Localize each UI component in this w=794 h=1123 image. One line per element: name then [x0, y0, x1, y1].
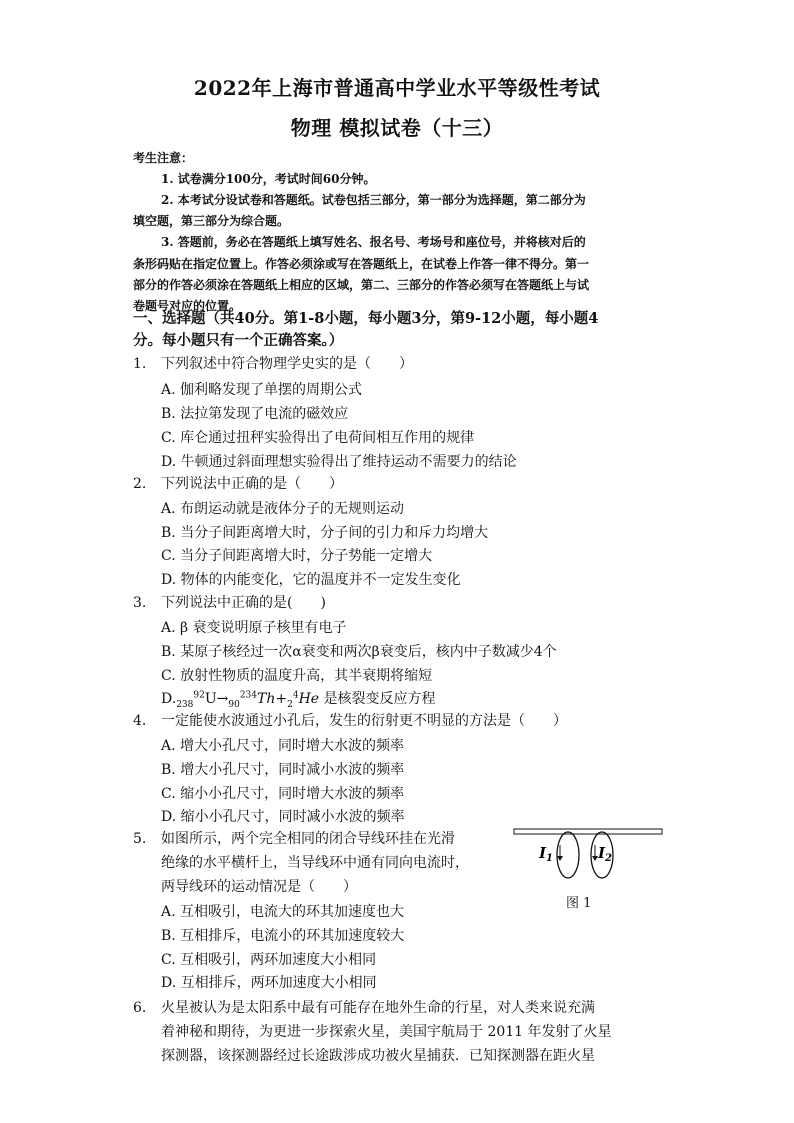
atomic-number: 2	[287, 699, 293, 710]
notice-item: 部分的作答必须涂在答题纸上相应的区域，第二、三部分的作答必须写在答题纸上与试	[133, 278, 590, 292]
question-number: 5.	[133, 831, 147, 847]
question-stem-line: 着神秘和期待，为更进一步探索火星，美国宇航局于 2011 年发射了火星	[161, 1024, 612, 1040]
question-stem-line: 火星被认为是太阳系中最有可能存在地外生命的行星，对人类来说充满	[161, 1000, 595, 1016]
mass-number: 4	[292, 690, 299, 701]
question-number: 3.	[133, 595, 147, 611]
atomic-number: 92	[193, 690, 205, 701]
mass-number: 238	[176, 699, 194, 710]
option-a: A. β 衰变说明原子核里有电子	[161, 620, 347, 636]
thorium-symbol: Th+	[257, 691, 288, 707]
uranium-symbol: U→	[204, 691, 229, 707]
notice-item: 卷题号对应的位置。	[133, 299, 242, 313]
question-stem-line: 绝缘的水平横杆上，当导线环中通有同向电流时，	[161, 855, 469, 871]
option-b: B. 法拉第发现了电流的磁效应	[161, 406, 349, 422]
option-b: B. 互相排斥，电流小的环其加速度较大	[161, 928, 405, 944]
option-a: A. 增大小孔尺寸，同时增大水波的频率	[161, 738, 405, 754]
horizontal-rod	[514, 829, 662, 834]
question-stem-line: 如图所示，两个完全相同的闭合导线环挂在光滑	[161, 831, 455, 847]
notice-item: 1. 试卷满分100分，考试时间60分钟。	[161, 172, 376, 186]
question-stem: 下列说法中正确的是（ ）	[161, 476, 343, 492]
question-number: 6.	[133, 1000, 147, 1016]
question-stem-line: 探测器，该探测器经过长途跋涉成功被火星捕获．已知探测器在距火星	[161, 1048, 595, 1064]
question-stem-line: 两导线环的运动情况是（ ）	[161, 879, 357, 895]
atomic-number: 90	[228, 699, 240, 710]
option-a: A. 互相吸引，电流大的环其加速度也大	[161, 904, 405, 920]
option-d: D. 缩小小孔尺寸，同时减小水波的频率	[161, 809, 405, 825]
current-label-2: $I_2$	[598, 844, 612, 864]
option-c: C. 放射性物质的温度升高，其半衰期将缩短	[161, 668, 433, 684]
section-heading-line: 分。每小题只有一个正确答案。）	[133, 332, 344, 349]
notice-item: 3. 答题前，务必在答题纸上填写姓名、报名号、考场号和座位号，并将核对后的	[161, 235, 586, 249]
question-stem: 下列说法中正确的是( )	[161, 595, 326, 611]
figure-caption: 图 1	[566, 896, 592, 911]
option-b: B. 某原子核经过一次α衰变和两次β衰变后，核内中子数减少4个	[161, 644, 557, 660]
notice-item: 条形码贴在指定位置上。作答必须涂或写在答题纸上，在试卷上作答一律不得分。第一	[133, 257, 590, 271]
notice-item: 填空题，第三部分为综合题。	[133, 214, 290, 228]
option-d: D. 牛顿通过斜面理想实验得出了维持运动不需要力的结论	[161, 454, 517, 470]
section-heading-line: 一、选择题（共40分。第1-8小题，每小题3分，第9-12小题，每小题4	[133, 310, 599, 327]
option-d-tail: 是核裂变反应方程	[319, 691, 436, 707]
option-d: D. 互相排斥，两环加速度大小相同	[161, 975, 377, 991]
option-c: C. 当分子间距离增大时，分子势能一定增大	[161, 548, 433, 564]
exam-subtitle: 物理 模拟试卷（十三）	[290, 116, 504, 140]
option-c: C. 互相吸引，两环加速度大小相同	[161, 952, 377, 968]
question-stem: 一定能使水波通过小孔后，发生的衍射更不明显的方法是（ ）	[161, 713, 567, 729]
notice-heading: 考生注意：	[133, 151, 194, 165]
option-d	[161, 688, 436, 710]
option-d-prefix: D.	[161, 691, 177, 707]
option-d: D. 物体的内能变化，它的温度并不一定发生变化	[161, 572, 461, 588]
option-b: B. 当分子间距离增大时，分子间的引力和斥力均增大	[161, 525, 489, 541]
exam-title: 2022年上海市普通高中学业水平等级性考试	[193, 76, 601, 100]
helium-symbol: He	[298, 691, 320, 707]
question-number: 2.	[133, 476, 147, 492]
section-heading	[133, 308, 663, 352]
option-c: C. 缩小小孔尺寸，同时增大水波的频率	[161, 786, 405, 802]
current-label-1: $I_1$	[539, 844, 553, 864]
question-number: 4.	[133, 713, 147, 729]
question-stem: 下列叙述中符合物理学史实的是（ ）	[161, 356, 413, 372]
option-a: A. 伽利略发现了单摆的周期公式	[161, 382, 363, 398]
question-number: 1.	[133, 356, 147, 372]
option-b: B. 增大小孔尺寸，同时减小水波的频率	[161, 762, 405, 778]
mass-number: 234	[239, 690, 257, 701]
option-a: A. 布朗运动就是液体分子的无规则运动	[161, 501, 405, 517]
option-c: C. 库仑通过扭秤实验得出了电荷间相互作用的规律	[161, 430, 475, 446]
notice-item: 2. 本考试分设试卷和答题纸。试卷包括三部分，第一部分为选择题，第二部分为	[161, 193, 586, 207]
